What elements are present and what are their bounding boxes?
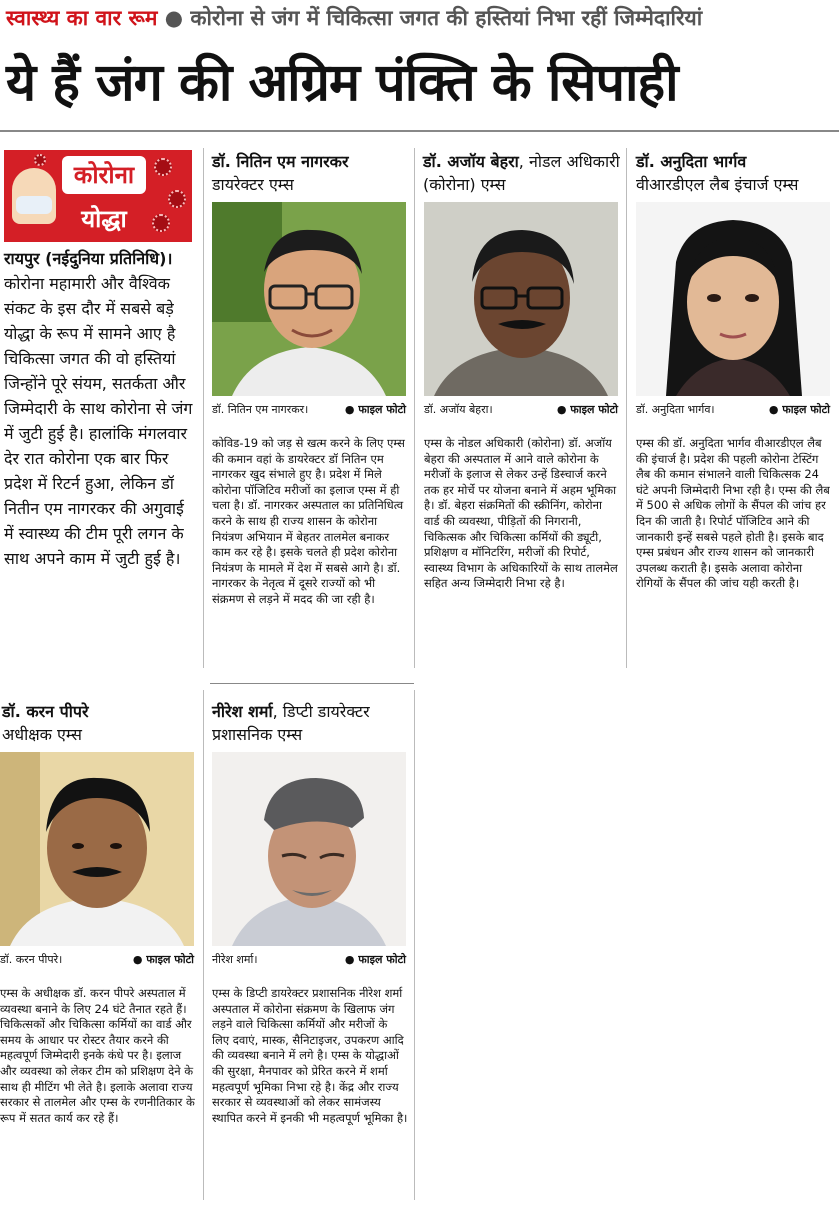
profile-photo (0, 752, 194, 946)
virus-icon (154, 158, 172, 176)
profile-name: नीरेश शर्मा (212, 702, 273, 721)
kicker-title: कोरोना से जंग में चिकित्सा जगत की हस्तियां निभा रहीं जिम्मेदारियां (190, 6, 703, 30)
mask-icon (16, 196, 52, 214)
profile-name: डॉ. करन पीपरे (2, 702, 89, 721)
profile-name: डॉ. अनुदिता भार्गव (636, 152, 747, 171)
photo-caption (212, 953, 406, 967)
photo-credit: ● फाइल फोटो (344, 403, 406, 416)
logo-word-corona: कोरोना (62, 156, 146, 194)
column-divider (203, 690, 204, 1200)
profile-body: एम्स के अधीक्षक डॉ. करन पीपरे अस्पताल में व्यवस्था बनाने के लिए 24 घंटे तैनात रहते हैं। चिकित्सकों और चिकित्सा कर्मियों का वार्ड और समय के आधार पर रोस्टर तैयार करने की महत्वपूर्ण जिम्मेदारी इनके कंधे पर है। इलाज और व्यवस्था को लेकर टीम को प्रशिक्षण देने के साथ ही मीटिंग भी लेते है। इलाके अलावा राज्य सरकार से तालमेल और एम्स के रणनीतिकार के रूप में सतत कार्य कर रहे हैं। (0, 986, 195, 1125)
photo-credit: ● फाइल फोटो (556, 403, 618, 416)
photo-credit: ● फाइल फोटो (768, 403, 830, 416)
lead-text: कोरोना महामारी और वैश्विक संकट के इस दौर में सबसे बड़े योद्धा के रूप में सामने आए है चिकित्सा जगत की वो हस्तियां जिन्होंने पूरे संयम, सतर्कता और जिम्मेदारी के साथ कोरोना से जंग में जुटी हुई है। हालांकि मंगलवार देर रात कोरोना एक बार फिर प्रदेश में रिटर्न हुआ, लेकिन डॉ नितीन एम नागरकर की अगुवाई में स्वास्थ्य की टीम पूरी लगन के साथ अपने काम में जुटी हुई है। (4, 274, 193, 568)
photo-credit: ● फाइल फोटो (344, 953, 406, 966)
profile-heading (212, 150, 410, 196)
profile-role: , नोडल अधिकारी (कोरोना) एम्स (423, 152, 620, 194)
caption-text: डॉ. अनुदिता भार्गव। (636, 403, 715, 416)
lead-paragraph (4, 246, 196, 571)
profile-body: कोविड-19 को जड़ से खत्म करने के लिए एम्स की कमान वहां के डायरेक्टर डॉ नितिन एम नागरकर खुद संभाले हुए है। प्रदेश में मिले कोरोना पॉजिटिव मरीजों का इलाज एम्स में ही चला है। डॉ. नागरकर अस्पताल का प्रतिनिधित्व करने के साथ ही राज्य शासन के कोरोना नियंत्रण अभियान में बेहतर तालमेल बनाकर काम कर रहे है। इसके चलते ही प्रदेश कोरोना नियंत्रण के मामले में देश में सबसे आगे है। डॉ. नागरकर के नेतृत्व में दूसरे राज्यों को भी संक्रमण से लड़ने में मदद की जा रही है। (212, 436, 405, 606)
section-kicker (6, 4, 836, 38)
section-divider (210, 683, 414, 684)
header-divider (0, 130, 839, 132)
corona-warrior-logo (4, 150, 192, 242)
profile-name: डॉ. अजॉय बेहरा (423, 152, 519, 171)
profile-role: अधीक्षक एम्स (2, 725, 82, 744)
photo-credit: ● फाइल फोटो (132, 953, 194, 966)
column-divider (203, 148, 204, 668)
kicker-bullet: ● (164, 6, 184, 30)
profile-photo (212, 202, 406, 396)
profile-name: डॉ. नितिन एम नागरकर (212, 152, 349, 171)
profile-role: डायरेक्टर एम्स (212, 175, 294, 194)
portrait-illustration (212, 752, 406, 946)
virus-icon (34, 154, 46, 166)
photo-caption (424, 403, 618, 417)
profile-heading (636, 150, 836, 196)
profile-photo (636, 202, 830, 396)
virus-icon (168, 190, 186, 208)
caption-text: डॉ. अजॉय बेहरा। (424, 403, 493, 416)
profile-body: एम्स के डिप्टी डायरेक्टर प्रशासनिक नीरेश शर्मा अस्पताल में कोरोना संक्रमण के खिलाफ जंग लड़ने वाले चिकित्सा कर्मियों और मरीजों के लिए दवाएं, मास्क, सैनिटाइजर, उपकरण आदि की व्यवस्था बनाने में लगे है। एम्स के योद्धाओं की सुरक्षा, मैनपावर को प्रेरित करने में शर्मा महत्वपूर्ण भूमिका निभा रहे है। केंद्र और राज्य सरकार से व्यवस्थाओं को लेकर सामंजस्य स्थापित करने में इनकी भी महत्वपूर्ण भूमिका है। (212, 986, 408, 1125)
profile-heading (2, 700, 200, 746)
column-divider (414, 148, 415, 668)
column-divider (626, 148, 627, 668)
profile-body: एम्स की डॉ. अनुदिता भार्गव वीआरडीएल लैब की इंचार्ज है। प्रदेश की पहली कोरोना टेस्टिंग लैब की कमान संभालने वाली चिकित्सक 24 घंटे अपनी जिम्मेदारी निभा रही है। एम्स की लैब में 500 से अधिक लोगों के सैंपल की जांच हर दिन की जाती है। रिपोर्ट पॉजिटिव आने की जानकारी इन्हें सबसे पहले होती है। इसके बाद एम्स प्रबंधन और राज्य शासन को जानकारी उपलब्ध कराती है। इसके अलावा कोरोना रोगियों के सैंपल की जांच यही करती है। (636, 436, 830, 591)
section-label: स्वास्थ्य का वार रूम (6, 6, 158, 30)
portrait-illustration (424, 202, 618, 396)
photo-caption (0, 953, 194, 967)
photo-caption (636, 403, 830, 417)
logo-word-warrior: योद्धा (81, 205, 127, 233)
profile-photo (424, 202, 618, 396)
profile-body: एम्स के नोडल अधिकारी (कोरोना) डॉ. अजॉय बेहरा की अस्पताल में आने वाले कोरोना के मरीजों के इलाज से लेकर उन्हें डिस्चार्ज करने तक हर मोर्चे पर योजना बनाने में अहम भूमिका है। डॉ. बेहरा संक्रमितों की स्क्रीनिंग, कोरोना वार्ड की व्यवस्था, पीड़ितों की निगरानी, चिकित्सक और चिकित्सा कर्मियों की ड्यूटी, प्रशिक्षण व मॉनिटरिंग, मरीजों की रिपोर्ट, स्वास्थ्य विभाग के अधिकारियों के साथ तालमेल सहित अन्य जिम्मेदारी निभा रहे है। (424, 436, 618, 591)
lead-byline: रायपुर (नईदुनिया प्रतिनिधि)। (4, 249, 173, 268)
caption-text: नीरेश शर्मा। (212, 953, 258, 966)
profile-heading (212, 700, 410, 746)
caption-text: डॉ. करन पीपरे। (0, 953, 63, 966)
page-headline: ये हैं जंग की अग्रिम पंक्ति के सिपाही (6, 53, 678, 113)
portrait-illustration (0, 752, 194, 946)
portrait-illustration (212, 202, 406, 396)
profile-heading (423, 150, 621, 196)
profile-role: वीआरडीएल लैब इंचार्ज एम्स (636, 175, 799, 194)
caption-text: डॉ. नितिन एम नागरकर। (212, 403, 309, 416)
profile-role: , डिप्टी डायरेक्टर प्रशासनिक एम्स (212, 702, 370, 744)
column-divider (414, 690, 415, 1200)
photo-caption (212, 403, 406, 417)
portrait-illustration (636, 202, 830, 396)
virus-icon (152, 214, 170, 232)
profile-photo (212, 752, 406, 946)
